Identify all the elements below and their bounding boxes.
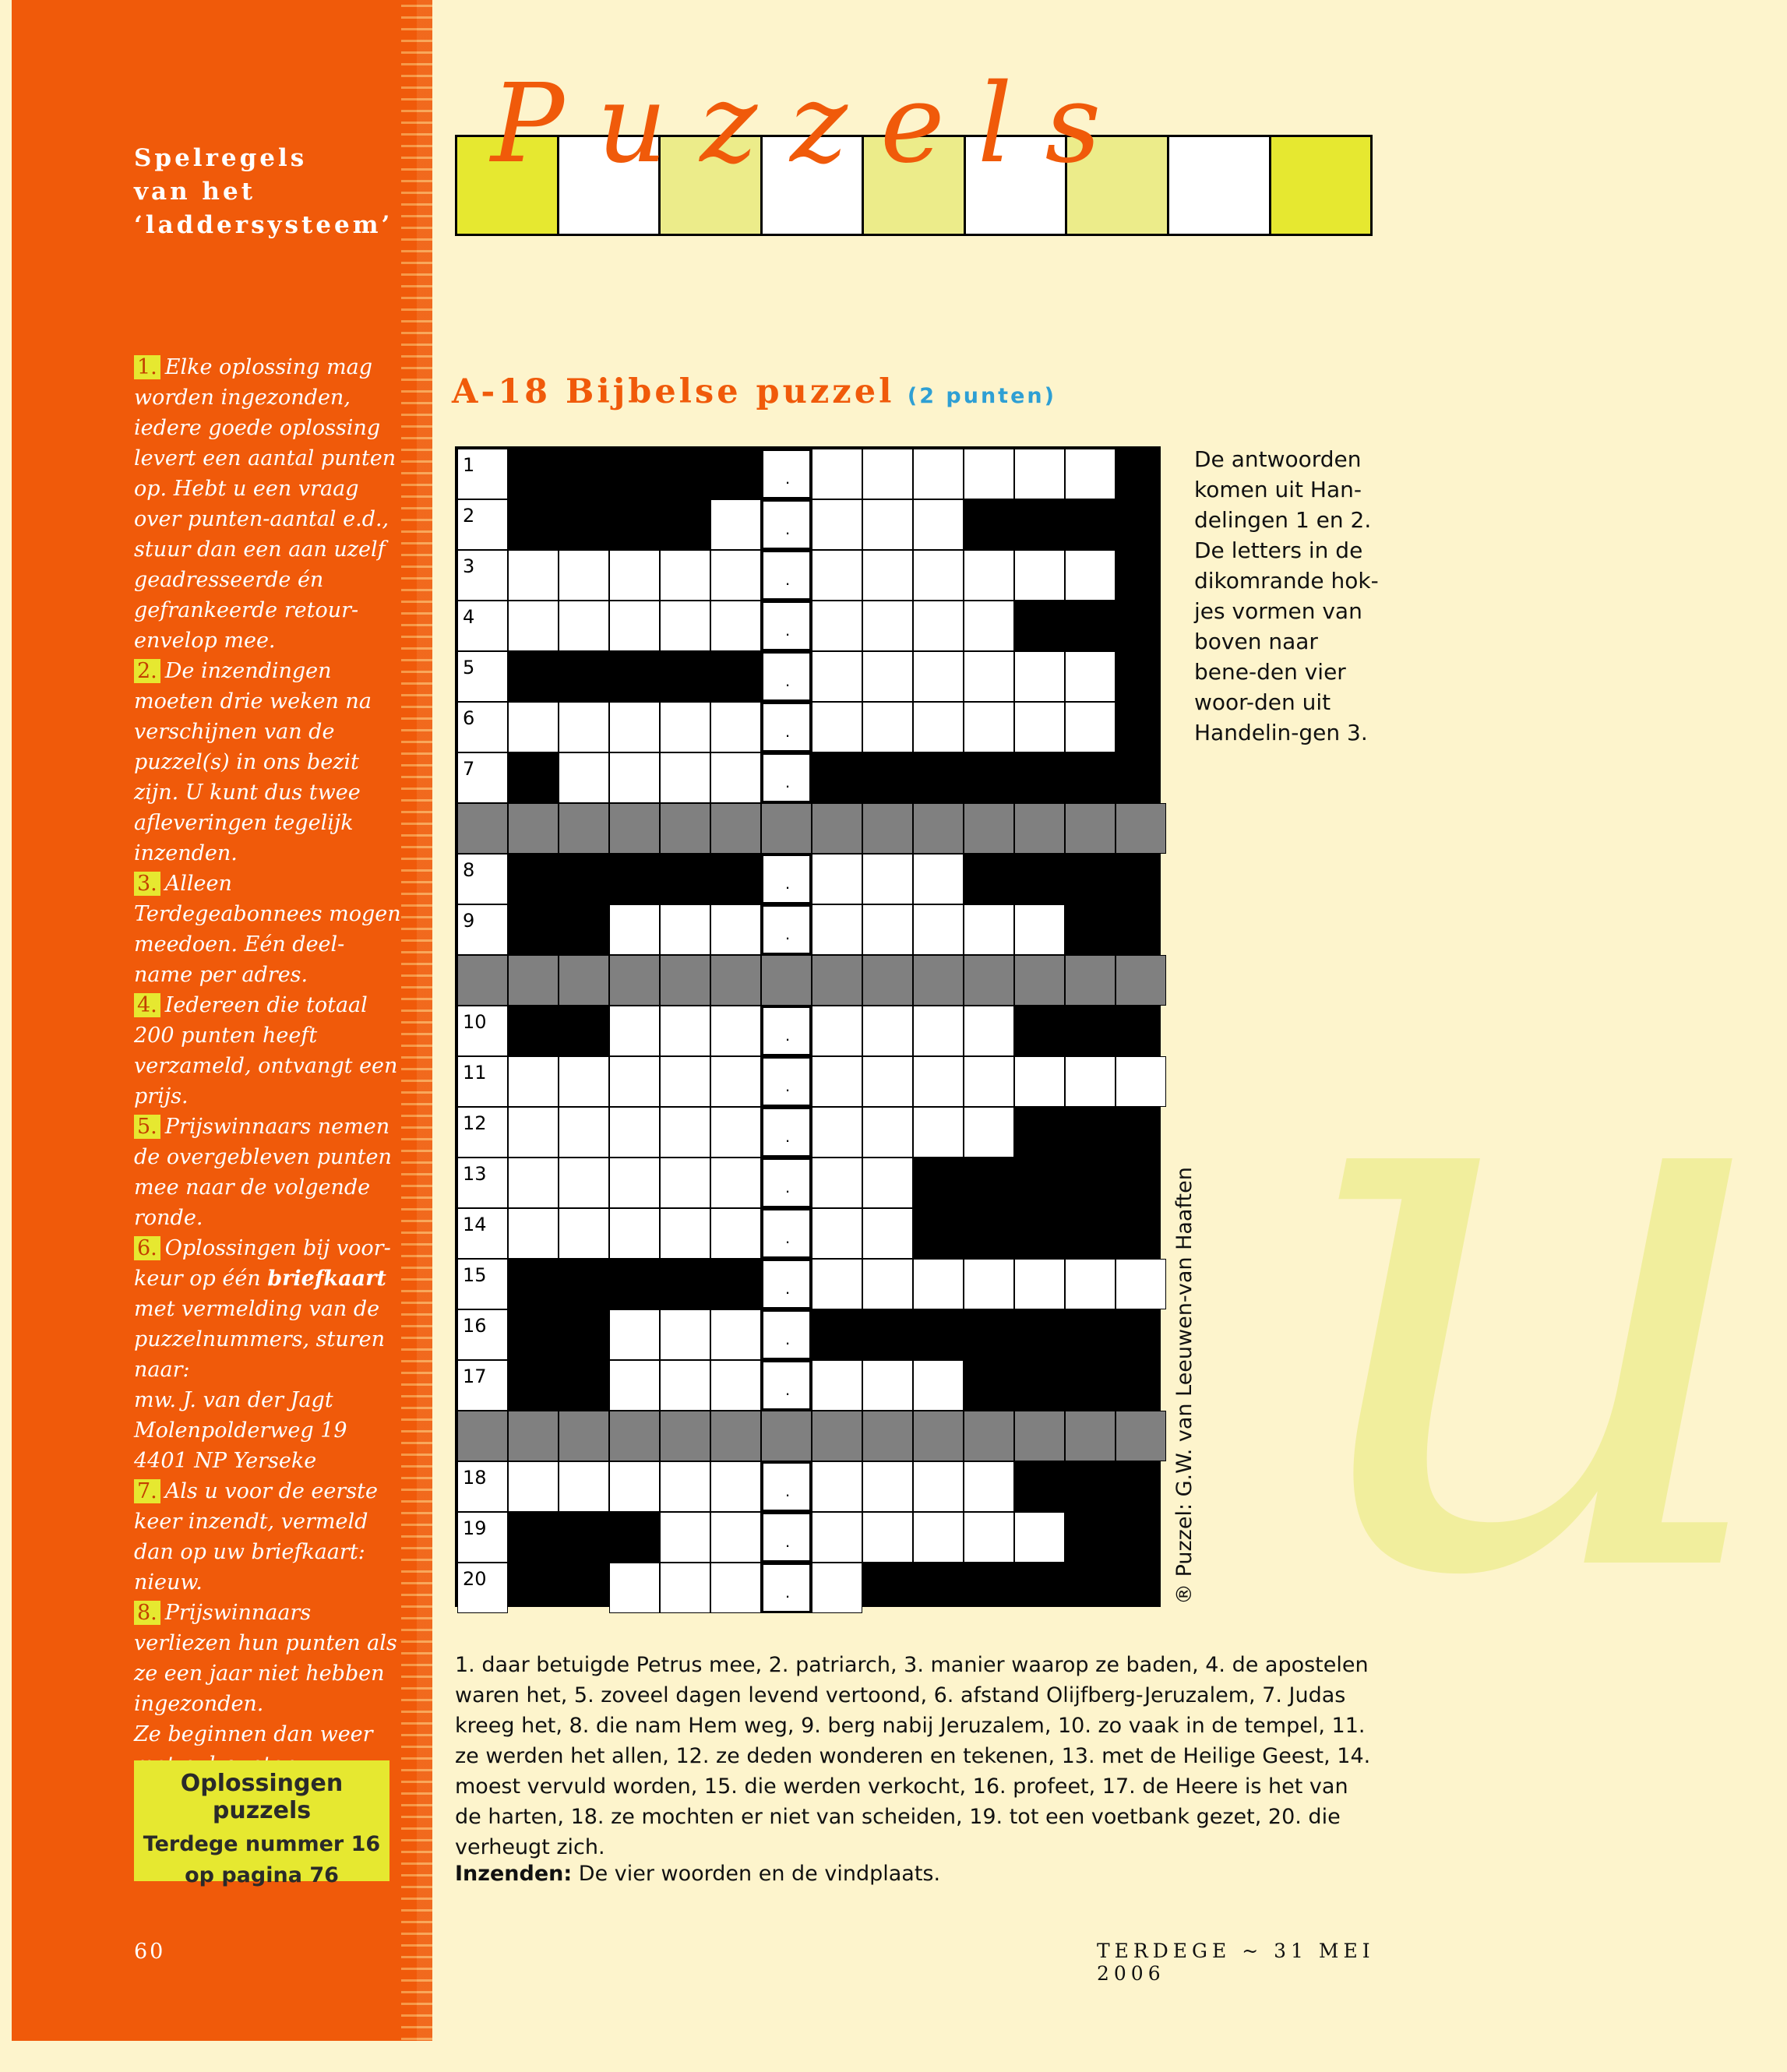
rule-item xyxy=(134,1233,403,1385)
grid-answer-cell[interactable] xyxy=(1014,449,1065,499)
grid-answer-cell[interactable] xyxy=(812,601,862,651)
grid-row-number: 6 xyxy=(457,702,508,752)
grid-separator-cell xyxy=(1014,955,1065,1006)
puzzle-instructions: De antwoorden komen uit Han-delingen 1 en 2. De letters in de dikomrande hok-jes vormen van boven naar bene-den vier woor-den uit Handelin-gen 3. xyxy=(1194,446,1379,745)
grid-key-cell[interactable] xyxy=(761,601,812,651)
grid-separator-cell xyxy=(508,803,559,854)
grid-answer-cell[interactable] xyxy=(913,499,964,550)
grid-answer-cell[interactable] xyxy=(609,1360,660,1411)
grid-separator-cell xyxy=(812,1411,862,1461)
rules-title-line: Spelregels xyxy=(134,144,308,172)
grid-answer-cell[interactable] xyxy=(508,550,559,601)
grid-answer-cell[interactable] xyxy=(913,1056,964,1107)
grid-row-number: 4 xyxy=(457,601,508,651)
grid-answer-cell[interactable] xyxy=(508,702,559,752)
rule-text: Iedereen die totaal 200 punten heeft verzameld, ontvangt een prijs. xyxy=(134,993,398,1108)
grid-separator-cell xyxy=(862,803,913,854)
grid-answer-cell[interactable] xyxy=(609,1208,660,1259)
grid-answer-cell[interactable] xyxy=(913,702,964,752)
grid-separator-cell xyxy=(559,1411,609,1461)
grid-row-number: 2 xyxy=(457,499,508,550)
grid-separator-cell xyxy=(660,1411,710,1461)
grid-answer-cell[interactable] xyxy=(609,601,660,651)
grid-answer-cell[interactable] xyxy=(862,1259,913,1309)
grid-answer-cell[interactable] xyxy=(710,1107,761,1158)
grid-row-number: 13 xyxy=(457,1158,508,1208)
grid-separator-cell xyxy=(964,803,1014,854)
grid-answer-cell[interactable] xyxy=(559,1461,609,1512)
grid-separator-cell xyxy=(761,1411,812,1461)
grid-separator-cell xyxy=(457,955,508,1006)
grid-answer-cell[interactable] xyxy=(913,651,964,702)
grid-row-number: 16 xyxy=(457,1309,508,1360)
rule-item xyxy=(134,990,403,1112)
rule-item xyxy=(134,1112,403,1233)
rule-item xyxy=(134,1415,403,1446)
rule-number: 6. xyxy=(134,1236,160,1260)
grid-row-number: 14 xyxy=(457,1208,508,1259)
grid-key-cell[interactable] xyxy=(761,449,812,499)
grid-row-number: 10 xyxy=(457,1006,508,1056)
rule-text: mw. J. van der Jagt xyxy=(134,1388,333,1412)
grid-separator-cell xyxy=(862,955,913,1006)
solutions-box xyxy=(134,1760,389,1887)
grid-answer-cell[interactable] xyxy=(862,1208,913,1259)
rule-number: 2. xyxy=(134,659,160,683)
grid-key-cell[interactable] xyxy=(761,752,812,803)
grid-separator-cell xyxy=(1065,1411,1116,1461)
grid-answer-cell[interactable] xyxy=(913,1259,964,1309)
grid-answer-cell[interactable] xyxy=(508,1107,559,1158)
grid-separator-cell xyxy=(761,803,812,854)
grid-answer-cell[interactable] xyxy=(862,499,913,550)
grid-answer-cell[interactable] xyxy=(812,499,862,550)
rule-text: Als u voor de eerste keer inzendt, vermeld dan op uw briefkaart: nieuw. xyxy=(134,1479,378,1595)
grid-answer-cell[interactable] xyxy=(660,1056,710,1107)
rule-text: Alleen Terdegeabonnees mogen meedoen. Eén deel-name per adres. xyxy=(134,872,401,987)
puzzle-points: (2 punten) xyxy=(907,384,1056,408)
puzzle-heading xyxy=(452,372,1056,411)
grid-answer-cell[interactable] xyxy=(1014,651,1065,702)
grid-answer-cell[interactable] xyxy=(913,550,964,601)
grid-key-cell[interactable] xyxy=(761,1056,812,1107)
grid-answer-cell[interactable] xyxy=(862,651,913,702)
grid-answer-cell[interactable] xyxy=(710,752,761,803)
grid-answer-cell[interactable] xyxy=(964,550,1014,601)
submit-text: De vier woorden en de vindplaats. xyxy=(578,1862,941,1886)
grid-separator-cell xyxy=(508,1411,559,1461)
title-bar-cell xyxy=(1169,137,1271,234)
rule-text xyxy=(134,1236,391,1382)
grid-answer-cell[interactable] xyxy=(559,1056,609,1107)
grid-row-number: 3 xyxy=(457,550,508,601)
grid-answer-cell[interactable] xyxy=(964,1056,1014,1107)
grid-separator-cell xyxy=(457,803,508,854)
grid-answer-cell[interactable] xyxy=(710,904,761,955)
puzzle-title: A-18 Bijbelse puzzel xyxy=(452,372,895,411)
grid-key-cell[interactable] xyxy=(761,651,812,702)
grid-key-cell[interactable] xyxy=(761,1309,812,1360)
rules-title-line: ‘laddersysteem’ xyxy=(134,211,393,239)
grid-separator-cell xyxy=(710,803,761,854)
grid-row-number: 15 xyxy=(457,1259,508,1309)
rule-number: 7. xyxy=(134,1479,160,1503)
rules-title xyxy=(134,142,393,242)
grid-answer-cell[interactable] xyxy=(1116,1056,1166,1107)
grid-answer-cell[interactable] xyxy=(913,1360,964,1411)
grid-answer-cell[interactable] xyxy=(609,1006,660,1056)
grid-key-cell[interactable] xyxy=(761,1461,812,1512)
grid-separator-cell xyxy=(1116,803,1166,854)
solutions-subtitle xyxy=(134,1829,389,1891)
grid-answer-cell[interactable] xyxy=(710,1309,761,1360)
grid-answer-cell[interactable] xyxy=(913,1512,964,1563)
grid-separator-cell xyxy=(812,803,862,854)
page-title: Puzzels xyxy=(491,61,1134,188)
crossword-grid xyxy=(455,446,1161,1607)
grid-answer-cell[interactable] xyxy=(508,1056,559,1107)
grid-separator-cell xyxy=(1116,955,1166,1006)
grid-answer-cell[interactable] xyxy=(964,1259,1014,1309)
grid-answer-cell[interactable] xyxy=(862,904,913,955)
grid-answer-cell[interactable] xyxy=(862,1006,913,1056)
grid-answer-cell[interactable] xyxy=(862,854,913,904)
grid-separator-cell xyxy=(964,955,1014,1006)
grid-answer-cell[interactable] xyxy=(559,752,609,803)
grid-answer-cell[interactable] xyxy=(812,1461,862,1512)
grid-answer-cell[interactable] xyxy=(660,601,710,651)
grid-answer-cell[interactable] xyxy=(862,1107,913,1158)
rule-text: 4401 NP Yerseke xyxy=(134,1449,317,1473)
rule-text: Ze beginnen dan weer xyxy=(134,1722,373,1746)
grid-answer-cell[interactable] xyxy=(508,601,559,651)
rule-text-part: met vermelding van de puzzelnummers, sturen naar: xyxy=(134,1297,385,1382)
rule-text: De inzendingen moeten drie weken na verschijnen van de puzzel(s) in ons bezit zijn. U kunt dus twee afleveringen tegelijk inzenden. xyxy=(134,659,372,865)
grid-separator-cell xyxy=(710,1411,761,1461)
grid-answer-cell[interactable] xyxy=(660,752,710,803)
grid-key-cell[interactable] xyxy=(761,499,812,550)
grid-answer-cell[interactable] xyxy=(609,550,660,601)
rule-text-bold: briefkaart xyxy=(267,1267,386,1291)
grid-answer-cell[interactable] xyxy=(710,601,761,651)
grid-answer-cell[interactable] xyxy=(964,1461,1014,1512)
rule-number: 5. xyxy=(134,1115,160,1139)
grid-answer-cell[interactable] xyxy=(710,550,761,601)
grid-answer-cell[interactable] xyxy=(964,651,1014,702)
grid-answer-cell[interactable] xyxy=(559,1158,609,1208)
grid-answer-cell[interactable] xyxy=(964,449,1014,499)
grid-answer-cell[interactable] xyxy=(1014,1056,1065,1107)
grid-answer-cell[interactable] xyxy=(862,601,913,651)
grid-answer-cell[interactable] xyxy=(812,651,862,702)
background-decoration: u xyxy=(1285,840,1787,1746)
grid-answer-cell[interactable] xyxy=(660,1107,710,1158)
grid-separator-cell xyxy=(508,955,559,1006)
magazine-footer: TERDEGE ~ 31 MEI 2006 xyxy=(1097,1940,1375,1985)
rule-text: Elke oplossing mag worden ingezonden, iedere goede oplossing levert een aantal punten op. Hebt u een vraag over punten-aantal e.d., stuur dan een aan uzelf geadresseerde én gefrankeerde retour-envelop mee. xyxy=(134,355,397,653)
grid-answer-cell[interactable] xyxy=(964,1512,1014,1563)
grid-answer-cell[interactable] xyxy=(660,1309,710,1360)
grid-answer-cell[interactable] xyxy=(1014,1512,1065,1563)
grid-answer-cell[interactable] xyxy=(1065,449,1116,499)
rule-number: 1. xyxy=(134,355,160,379)
grid-answer-cell[interactable] xyxy=(1065,702,1116,752)
grid-separator-cell xyxy=(913,803,964,854)
grid-key-cell[interactable] xyxy=(761,1360,812,1411)
grid-answer-cell[interactable] xyxy=(913,1461,964,1512)
grid-separator-cell xyxy=(761,955,812,1006)
grid-key-cell[interactable] xyxy=(761,1512,812,1563)
grid-key-cell[interactable] xyxy=(761,550,812,601)
grid-answer-cell[interactable] xyxy=(913,449,964,499)
grid-answer-cell[interactable] xyxy=(913,1107,964,1158)
grid-answer-cell[interactable] xyxy=(964,601,1014,651)
grid-answer-cell[interactable] xyxy=(812,449,862,499)
grid-answer-cell[interactable] xyxy=(1065,651,1116,702)
grid-answer-cell[interactable] xyxy=(913,601,964,651)
grid-answer-cell[interactable] xyxy=(1116,1259,1166,1309)
grid-separator-cell xyxy=(913,1411,964,1461)
submit-label: Inzenden: xyxy=(455,1862,573,1886)
grid-separator-cell xyxy=(964,1411,1014,1461)
grid-row-number: 17 xyxy=(457,1360,508,1411)
grid-answer-cell[interactable] xyxy=(559,702,609,752)
rule-text-part: Oplossingen bij voor-keur op één xyxy=(134,1236,391,1291)
grid-separator-cell xyxy=(862,1411,913,1461)
grid-separator-cell xyxy=(913,955,964,1006)
grid-answer-cell[interactable] xyxy=(1065,1259,1116,1309)
puzzle-credit: ® Puzzel: G.W. van Leeuwen-van Haaften xyxy=(1172,1167,1197,1605)
grid-answer-cell[interactable] xyxy=(1065,1056,1116,1107)
grid-answer-cell[interactable] xyxy=(609,1158,660,1208)
grid-answer-cell[interactable] xyxy=(609,702,660,752)
grid-answer-cell[interactable] xyxy=(710,499,761,550)
rule-number: 4. xyxy=(134,993,160,1017)
grid-answer-cell[interactable] xyxy=(1014,904,1065,955)
grid-answer-cell[interactable] xyxy=(609,1056,660,1107)
grid-row-number: 5 xyxy=(457,651,508,702)
grid-answer-cell[interactable] xyxy=(812,1208,862,1259)
grid-answer-cell[interactable] xyxy=(710,1563,761,1613)
grid-answer-cell[interactable] xyxy=(660,1563,710,1613)
grid-answer-cell[interactable] xyxy=(609,1461,660,1512)
grid-answer-cell[interactable] xyxy=(964,702,1014,752)
grid-answer-cell[interactable] xyxy=(1065,550,1116,601)
grid-row-number: 7 xyxy=(457,752,508,803)
grid-answer-cell[interactable] xyxy=(609,904,660,955)
grid-answer-cell[interactable] xyxy=(812,1006,862,1056)
grid-answer-cell[interactable] xyxy=(710,1461,761,1512)
grid-separator-cell xyxy=(609,955,660,1006)
rule-text: Prijswinnaars nemen de overgebleven punten mee naar de volgende ronde. xyxy=(134,1115,392,1230)
grid-answer-cell[interactable] xyxy=(660,904,710,955)
title-bar-cell xyxy=(1271,137,1371,234)
grid-answer-cell[interactable] xyxy=(559,1107,609,1158)
rule-item xyxy=(134,656,403,869)
rule-item xyxy=(134,352,403,656)
grid-key-cell[interactable] xyxy=(761,904,812,955)
grid-answer-cell[interactable] xyxy=(964,1107,1014,1158)
grid-row-number: 9 xyxy=(457,904,508,955)
puzzle-clues: 1. daar betuigde Petrus mee, 2. patriarch, 3. manier waarop ze baden, 4. de apostelen waren het, 5. zoveel dagen levend vertoond, 6. afstand Olijfberg-Jeruzalem, 7. Judas kreeg het, 8. die nam Hem weg, 9. berg nabij Jeruzalem, 10. zo vaak in de tempel, 11. ze werden het allen, 12. ze deden wonderen en tekenen, 13. met de Heilige Geest, 14. moest vervuld worden, 15. die werden verkocht, 16. profeet, 17. de Heere is het van de harten, 18. ze mochten er niet van scheiden, 19. tot een voetbank gezet, 20. die verheugt zich. xyxy=(455,1653,1371,1859)
grid-answer-cell[interactable] xyxy=(710,702,761,752)
grid-answer-cell[interactable] xyxy=(710,1006,761,1056)
grid-key-cell[interactable] xyxy=(761,854,812,904)
grid-separator-cell xyxy=(1014,1411,1065,1461)
grid-answer-cell[interactable] xyxy=(559,550,609,601)
grid-answer-cell[interactable] xyxy=(812,1056,862,1107)
grid-answer-cell[interactable] xyxy=(913,1006,964,1056)
grid-answer-cell[interactable] xyxy=(660,1208,710,1259)
grid-answer-cell[interactable] xyxy=(1014,1259,1065,1309)
grid-answer-cell[interactable] xyxy=(862,550,913,601)
grid-answer-cell[interactable] xyxy=(609,1309,660,1360)
grid-answer-cell[interactable] xyxy=(812,550,862,601)
grid-answer-cell[interactable] xyxy=(862,1056,913,1107)
grid-answer-cell[interactable] xyxy=(913,904,964,955)
solutions-title: Oplossingen puzzels xyxy=(180,1770,344,1824)
grid-answer-cell[interactable] xyxy=(710,1208,761,1259)
grid-answer-cell[interactable] xyxy=(660,1360,710,1411)
solutions-line-2: op pagina 76 xyxy=(185,1863,339,1887)
page-number: 60 xyxy=(134,1940,166,1964)
grid-separator-cell xyxy=(660,803,710,854)
grid-key-cell[interactable] xyxy=(761,1158,812,1208)
rule-text: Molenpolderweg 19 xyxy=(134,1418,347,1443)
grid-separator-cell xyxy=(660,955,710,1006)
solutions-line-1: Terdege nummer 16 xyxy=(143,1832,381,1856)
grid-row-number: 20 xyxy=(457,1563,508,1613)
grid-separator-cell xyxy=(457,1411,508,1461)
grid-row-number: 1 xyxy=(457,449,508,499)
grid-answer-cell[interactable] xyxy=(913,854,964,904)
grid-answer-cell[interactable] xyxy=(559,1208,609,1259)
grid-answer-cell[interactable] xyxy=(812,1158,862,1208)
grid-answer-cell[interactable] xyxy=(812,1360,862,1411)
grid-answer-cell[interactable] xyxy=(710,1056,761,1107)
grid-answer-cell[interactable] xyxy=(812,854,862,904)
grid-answer-cell[interactable] xyxy=(508,1158,559,1208)
grid-separator-cell xyxy=(710,955,761,1006)
grid-key-cell[interactable] xyxy=(761,1006,812,1056)
grid-key-cell[interactable] xyxy=(761,702,812,752)
grid-answer-cell[interactable] xyxy=(812,1107,862,1158)
grid-answer-cell[interactable] xyxy=(862,1158,913,1208)
rule-item xyxy=(134,869,403,990)
rule-item xyxy=(134,1446,403,1476)
grid-row-number: 12 xyxy=(457,1107,508,1158)
grid-answer-cell[interactable] xyxy=(862,1461,913,1512)
grid-separator-cell xyxy=(1014,803,1065,854)
grid-answer-cell[interactable] xyxy=(660,1006,710,1056)
grid-separator-cell xyxy=(1065,803,1116,854)
grid-row-number: 19 xyxy=(457,1512,508,1563)
grid-answer-cell[interactable] xyxy=(1014,550,1065,601)
grid-separator-cell xyxy=(609,1411,660,1461)
grid-answer-cell[interactable] xyxy=(862,1512,913,1563)
grid-answer-cell[interactable] xyxy=(660,702,710,752)
grid-answer-cell[interactable] xyxy=(964,1006,1014,1056)
grid-key-cell[interactable] xyxy=(761,1107,812,1158)
grid-answer-cell[interactable] xyxy=(862,449,913,499)
grid-answer-cell[interactable] xyxy=(508,1461,559,1512)
grid-answer-cell[interactable] xyxy=(609,1107,660,1158)
grid-answer-cell[interactable] xyxy=(609,752,660,803)
grid-answer-cell[interactable] xyxy=(710,1360,761,1411)
grid-answer-cell[interactable] xyxy=(812,1563,862,1613)
submit-instruction xyxy=(455,1862,940,1886)
grid-answer-cell[interactable] xyxy=(1014,702,1065,752)
grid-row-number: 8 xyxy=(457,854,508,904)
rules-list xyxy=(134,352,403,1780)
grid-key-cell[interactable] xyxy=(761,1259,812,1309)
grid-answer-cell[interactable] xyxy=(660,1158,710,1208)
grid-answer-cell[interactable] xyxy=(710,1512,761,1563)
grid-answer-cell[interactable] xyxy=(862,1360,913,1411)
grid-row-number: 11 xyxy=(457,1056,508,1107)
grid-answer-cell[interactable] xyxy=(812,1512,862,1563)
grid-answer-cell[interactable] xyxy=(812,1259,862,1309)
rule-number: 8. xyxy=(134,1601,160,1625)
grid-answer-cell[interactable] xyxy=(660,550,710,601)
grid-separator-cell xyxy=(609,803,660,854)
rules-title-line: van het xyxy=(134,178,256,206)
grid-answer-cell[interactable] xyxy=(862,702,913,752)
grid-answer-cell[interactable] xyxy=(660,1461,710,1512)
rule-item xyxy=(134,1476,403,1598)
grid-row-number: 18 xyxy=(457,1461,508,1512)
grid-key-cell[interactable] xyxy=(761,1563,812,1613)
grid-answer-cell[interactable] xyxy=(609,1563,660,1613)
grid-separator-cell xyxy=(812,955,862,1006)
grid-answer-cell[interactable] xyxy=(710,1158,761,1208)
grid-separator-cell xyxy=(559,955,609,1006)
grid-answer-cell[interactable] xyxy=(660,1512,710,1563)
rule-number: 3. xyxy=(134,872,160,896)
grid-separator-cell xyxy=(559,803,609,854)
grid-answer-cell[interactable] xyxy=(559,601,609,651)
grid-answer-cell[interactable] xyxy=(508,1208,559,1259)
rule-item xyxy=(134,1385,403,1415)
grid-answer-cell[interactable] xyxy=(964,904,1014,955)
grid-key-cell[interactable] xyxy=(761,1208,812,1259)
grid-answer-cell[interactable] xyxy=(812,702,862,752)
rule-text: Prijswinnaars verliezen hun punten als ze een jaar niet hebben ingezonden. xyxy=(134,1601,397,1716)
grid-answer-cell[interactable] xyxy=(812,904,862,955)
grid-separator-cell xyxy=(1065,955,1116,1006)
grid-separator-cell xyxy=(1116,1411,1166,1461)
rule-item xyxy=(134,1598,403,1719)
